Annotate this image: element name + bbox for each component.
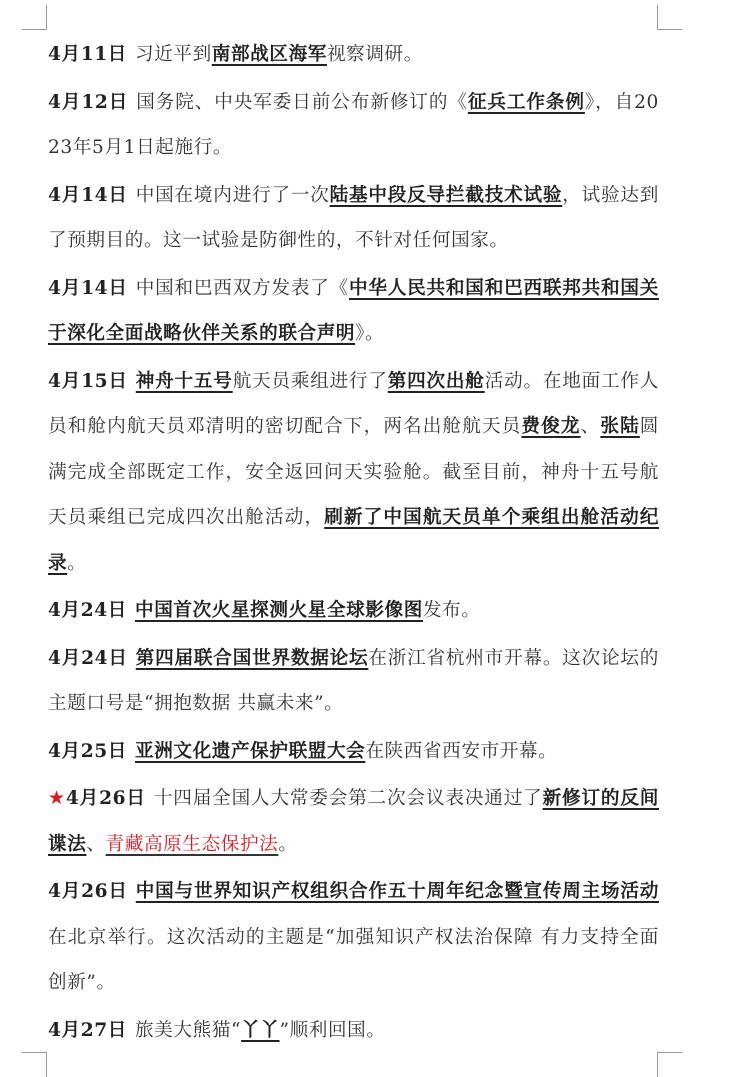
crop-mark-bottom-right xyxy=(657,1052,682,1077)
entry-highlight: 中国与世界知识产权组织合作五十周年纪念暨宣传周主场活动 xyxy=(135,881,659,902)
entry-text: 中国在境内进行了一次 xyxy=(135,184,330,206)
entry-date: 4月24日 xyxy=(48,600,128,621)
entry-date: 4月14日 xyxy=(48,277,128,299)
entry-text: 活动。在地面工作人员和舱内航天员邓清明的密切配合下，两名出舱航天员 xyxy=(48,370,659,437)
entry-text: 视察调研。 xyxy=(326,44,423,65)
entry-highlight: 征兵工作条例 xyxy=(467,91,585,113)
entry-text: 》。 xyxy=(355,323,385,344)
star-icon: ★ xyxy=(48,787,66,809)
entry-highlight: 费俊龙 xyxy=(521,416,581,437)
document-body xyxy=(48,32,659,1055)
entry-text: 发布。 xyxy=(422,600,481,621)
entry-highlight: 中国首次火星探测火星全球影像图 xyxy=(135,600,423,621)
entry-text: 中国和巴西双方发表了《 xyxy=(135,277,349,299)
entry-date: 4月11日 xyxy=(48,44,128,65)
entry-highlight: 刷新了中国航天员单个乘组出舱活动纪录 xyxy=(48,507,660,574)
entry-date: 4月26日 xyxy=(48,881,128,902)
entry-text: 在浙江省杭州市开幕。这次论坛的主题口号是“拥抱数据 共赢未来”。 xyxy=(48,647,659,714)
entry-highlight: 第四届联合国世界数据论坛 xyxy=(135,647,369,669)
entry-text: 十四届全国人大常委会第二次会议表决通过了 xyxy=(153,788,543,809)
entry-0414-b xyxy=(48,266,659,357)
entry-highlight: 新修订的反间谍法 xyxy=(48,788,659,855)
crop-mark-top-right xyxy=(657,5,682,30)
entry-text: 航天员乘组进行了 xyxy=(232,370,388,392)
entry-0415 xyxy=(48,359,659,587)
entry-text: 、 xyxy=(580,416,601,437)
entry-highlight: 第四次出舱 xyxy=(387,370,485,392)
entry-0424-a xyxy=(48,588,659,634)
entry-0426-a xyxy=(48,776,659,867)
crop-mark-bottom-left xyxy=(22,1052,47,1077)
entry-highlight-red: 青藏高原生态保护法 xyxy=(105,833,279,855)
entry-date: 4月26日 xyxy=(65,788,146,809)
entry-text: 圆满完成全部既定工作，安全返回问天实验舱。截至目前，神舟十五号航天员乘组已完成四次出舱活动， xyxy=(48,416,659,528)
entry-highlight: 陆基中段反导拦截技术试验 xyxy=(329,184,563,206)
entry-highlight: 亚洲文化遗产保护联盟大会 xyxy=(135,740,366,762)
entry-0425 xyxy=(48,729,659,775)
entry-0414-a xyxy=(48,173,659,264)
entry-text: 在北京举行。这次活动的主题是“加强知识产权法治保障 有力支持全面创新”。 xyxy=(48,926,659,993)
entry-highlight: 丫丫 xyxy=(241,1019,280,1041)
entry-date: 4月12日 xyxy=(48,91,129,113)
entry-text: 在陕西省西安市开幕。 xyxy=(365,740,558,762)
entry-highlight: 中华人民共和国和巴西联邦共和国关于深化全面战略伙伴关系的联合声明 xyxy=(48,277,659,344)
entry-date: 4月24日 xyxy=(48,647,128,669)
entry-text: 。 xyxy=(67,552,87,574)
entry-text: 。 xyxy=(278,833,298,855)
entry-highlight: 南部战区海军 xyxy=(211,44,327,65)
entry-0426-b xyxy=(48,869,659,1006)
entry-0424-b xyxy=(48,636,659,727)
entry-highlight: 神舟十五号 xyxy=(135,370,233,392)
entry-text: 》，自2023年5月1日起施行。 xyxy=(48,91,659,158)
entry-0412 xyxy=(48,80,659,171)
crop-mark-top-left xyxy=(22,5,47,30)
entry-text: 、 xyxy=(86,833,106,855)
entry-text: 习近平到 xyxy=(135,44,212,65)
entry-text: ，试验达到了预期目的。这一试验是防御性的，不针对任何国家。 xyxy=(48,184,659,251)
entry-0427 xyxy=(48,1008,659,1054)
entry-text: 旅美大熊猫“ xyxy=(135,1019,242,1041)
entry-date: 4月25日 xyxy=(48,740,128,762)
entry-text: 国务院、中央军委日前公布新修订的《 xyxy=(136,91,468,113)
entry-date: 4月14日 xyxy=(48,184,128,206)
entry-date: 4月15日 xyxy=(48,370,128,392)
entry-highlight: 张陆 xyxy=(600,416,640,437)
entry-date: 4月27日 xyxy=(48,1019,128,1041)
entry-0411 xyxy=(48,32,659,78)
entry-text: ”顺利回国。 xyxy=(279,1019,386,1041)
